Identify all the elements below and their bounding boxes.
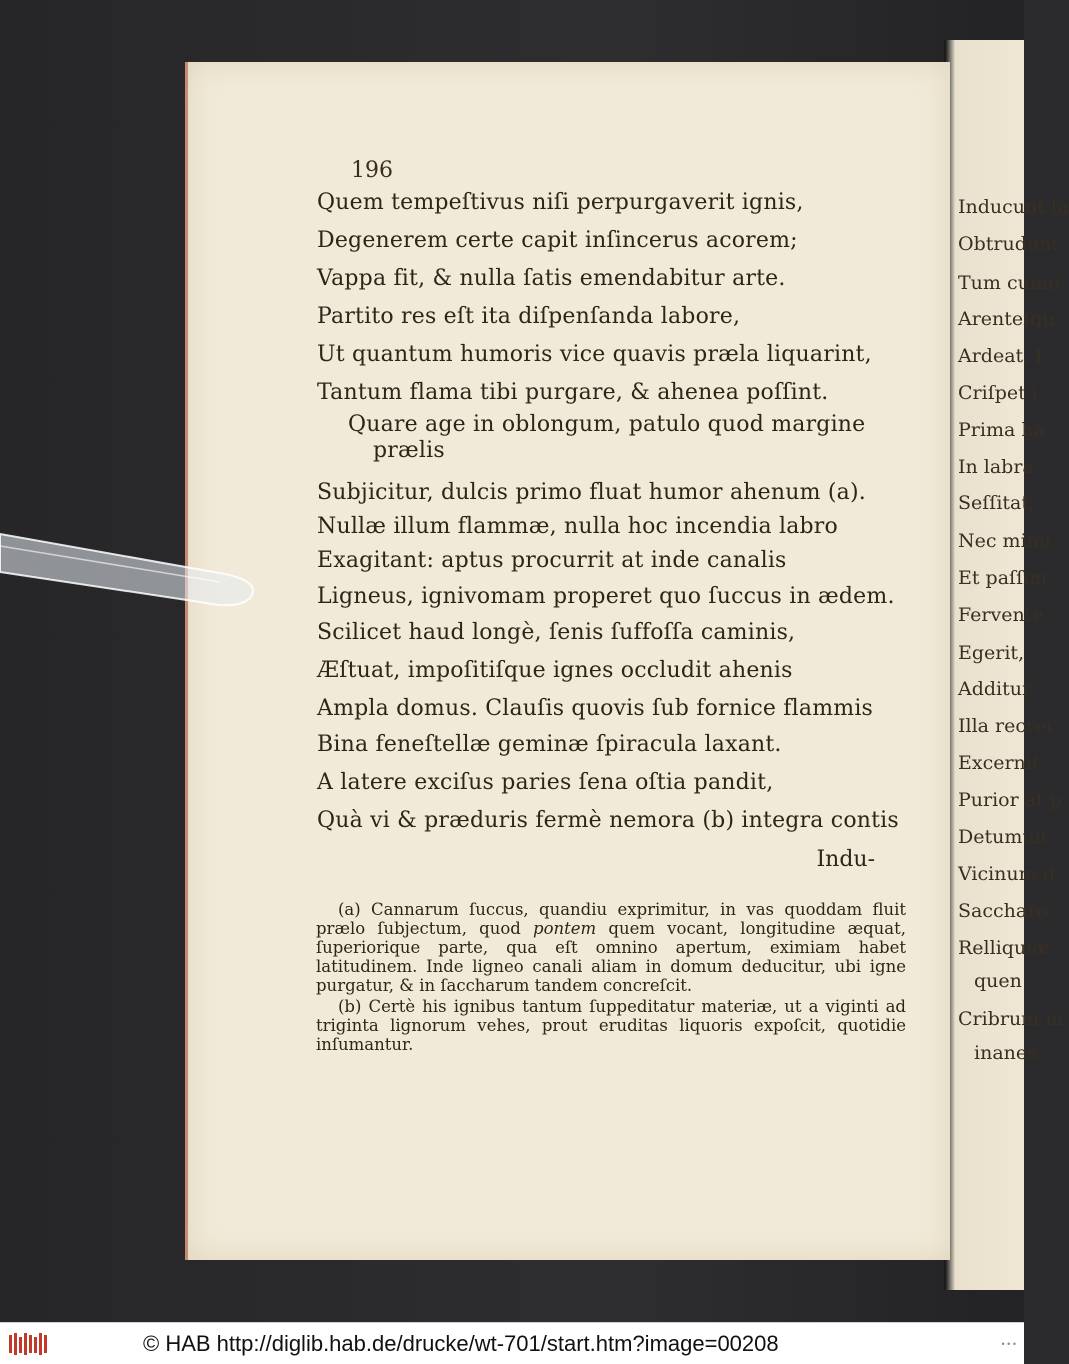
viewer-footer xyxy=(0,1322,1024,1364)
footnote-text: (b) Certè his ignibus tantum ſuppeditatur materiæ, ut a viginti ad triginta lignorum vehes, prout eruditas liquoris expoſcit, quotidie inſumantur. xyxy=(316,997,906,1054)
facing-line: Nec minu xyxy=(958,530,1052,552)
verse-line: Degenerem certe capit inſincerus acorem; xyxy=(317,228,798,253)
verse-line: Scilicet haud longè, ſenis ſuffoſſa caminis, xyxy=(317,620,796,645)
verse-line: Ampla domus. Clauſis quovis ſub fornice flammis xyxy=(317,696,874,721)
library-logo-icon xyxy=(8,1331,48,1357)
facing-line: Obtrudunt xyxy=(958,233,1059,255)
book-page xyxy=(185,62,950,1260)
facing-line: Prima ha xyxy=(958,419,1045,441)
facing-line: Vicinum d xyxy=(958,863,1055,885)
facing-line: inanes xyxy=(974,1042,1037,1064)
verse-line: Æſtuat, impoſitiſque ignes occludit ahenis xyxy=(317,658,793,683)
page-number: 196 xyxy=(351,158,393,183)
verse-line: Tantum flama tibi purgare, & ahenea poſſint. xyxy=(317,380,829,405)
verse-line: Quare age in oblongum, patulo quod margine xyxy=(348,412,866,437)
facing-line: Cribrum in xyxy=(958,1008,1064,1030)
facing-line: Excernit: xyxy=(958,752,1046,774)
facing-line: Illa recrei xyxy=(958,715,1053,737)
facing-page-edge xyxy=(944,40,1069,1290)
footnotes xyxy=(316,900,906,1056)
verse-line: Subjicitur, dulcis primo fluat humor ahenum (a). xyxy=(317,480,866,505)
facing-line: Purior at p xyxy=(958,789,1062,811)
facing-line: In labra xyxy=(958,456,1034,478)
verse-line: Nullæ illum flammæ, nulla hoc incendia labro xyxy=(317,514,838,539)
footnote-text: (a) Cannarum ſuccus, quandiu exprimitur, in vas quoddam fluit prælo ſubjectum, quod xyxy=(316,900,906,938)
facing-line: Inducunt fa xyxy=(958,196,1069,218)
verse-line: Ligneus, ignivomam properet quo ſuccus in ædem. xyxy=(317,584,895,609)
footer-dots: • • • xyxy=(1001,1339,1016,1349)
verse-line: Vappa fit, & nulla ſatis emendabitur arte. xyxy=(317,266,786,291)
facing-line: Tum cumu xyxy=(958,272,1061,294)
facing-line: Relliquiæ xyxy=(958,937,1051,959)
facing-line: Criſpet i xyxy=(958,382,1038,404)
verse-line: prælis xyxy=(373,438,445,463)
facing-line: Seſſitat, xyxy=(958,492,1036,514)
verse-line: Partito res eſt ita diſpenſanda labore, xyxy=(317,304,741,329)
facing-line: Ardeat, ſ xyxy=(958,345,1043,367)
facing-line: quen xyxy=(974,970,1022,992)
footnote-text: quem vocant, longitudine æquat, ſuperiorique parte, qua eſt omnino apertum, eximiam habet latitudinem. Inde ligneo canali aliam in domum deducitur, ubi igne purgatur, & in ſaccharum tandem concreſcit. xyxy=(316,919,906,995)
facing-line: Fervente xyxy=(958,604,1044,626)
footnote-italic: pontem xyxy=(533,919,597,938)
footnote-a xyxy=(316,900,906,995)
facing-line: Detumuit xyxy=(958,826,1049,848)
facing-line: Egerit, xyxy=(958,642,1025,664)
verse-line: Exagitant: aptus procurrit at inde canalis xyxy=(317,548,787,573)
verse-line: Ut quantum humoris vice quavis præla liquarint, xyxy=(317,342,872,367)
footnote-b xyxy=(316,997,906,1054)
copyright-url[interactable]: © HAB http://diglib.hab.de/drucke/wt-701/start.htm?image=00208 xyxy=(143,1331,779,1356)
verse-line: A latere exciſus paries ſena oſtia pandit, xyxy=(317,770,774,795)
catchword: Indu- xyxy=(816,847,875,872)
verse-line: Bina feneſtellæ geminæ ſpiracula laxant. xyxy=(317,732,782,757)
facing-line: Additur xyxy=(958,678,1032,700)
facing-line: Saccharo xyxy=(958,900,1048,922)
verse-line: Quem tempeſtivus niſi perpurgaverit ignis, xyxy=(317,190,804,215)
verse-line: Quà vi & præduris fermè nemora (b) integra contis xyxy=(317,808,899,833)
facing-line: Et paſſim xyxy=(958,567,1048,589)
facing-line: Arenteſqu xyxy=(958,308,1055,330)
